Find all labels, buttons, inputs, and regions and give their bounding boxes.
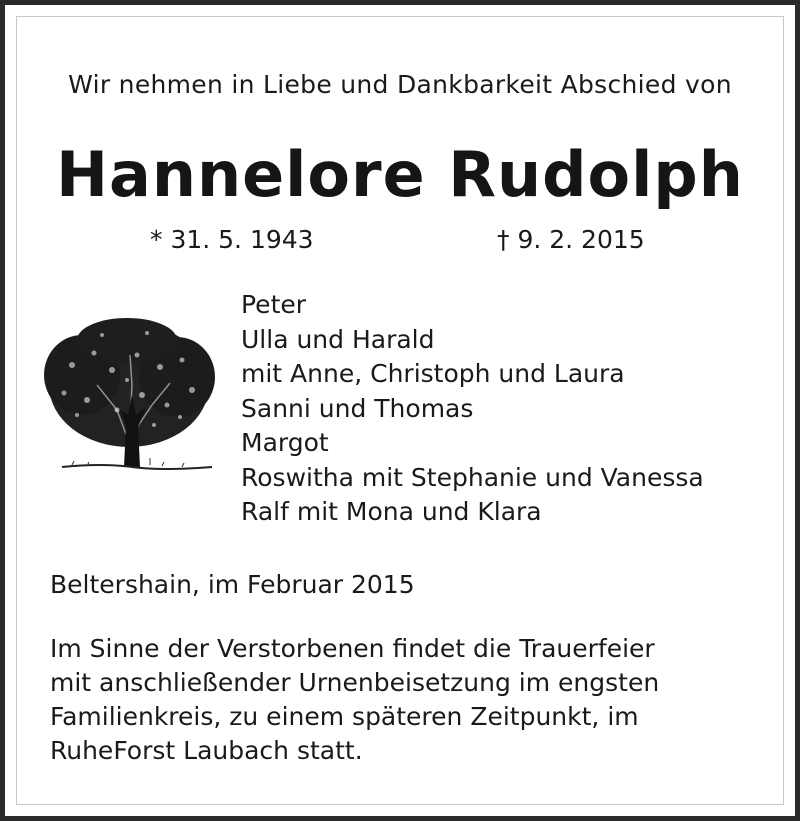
family-line: Sanni und Thomas: [241, 393, 474, 423]
family-list: [241, 288, 704, 530]
deceased-name: Hannelore Rudolph: [56, 138, 744, 211]
intro-text: Wir nehmen in Liebe und Dankbarkeit Abschied von: [68, 70, 732, 99]
place-date: Beltershain, im Februar 2015: [50, 570, 415, 599]
family-line: Ralf mit Mona und Klara: [241, 497, 542, 526]
tree-icon: [42, 315, 217, 475]
notice-line: Im Sinne der Verstorbenen findet die Trauerfeier: [50, 634, 655, 663]
funeral-notice: [50, 632, 659, 768]
death-date: † 9. 2. 2015: [497, 225, 645, 254]
notice-line: Familienkreis, zu einem späteren Zeitpunkt, im: [50, 702, 639, 731]
family-line: Peter: [241, 290, 307, 319]
family-line: mit Anne, Christoph und Laura: [241, 359, 625, 388]
family-line: Margot: [241, 428, 329, 457]
notice-line: mit anschließender Urnenbeisetzung im engsten: [50, 668, 660, 697]
family-line: Roswitha mit Stephanie und Vanessa: [241, 462, 704, 492]
notice-line: RuheForst Laubach statt.: [50, 736, 363, 765]
birth-date: * 31. 5. 1943: [150, 225, 314, 254]
family-line: Ulla und Harald: [241, 324, 435, 354]
